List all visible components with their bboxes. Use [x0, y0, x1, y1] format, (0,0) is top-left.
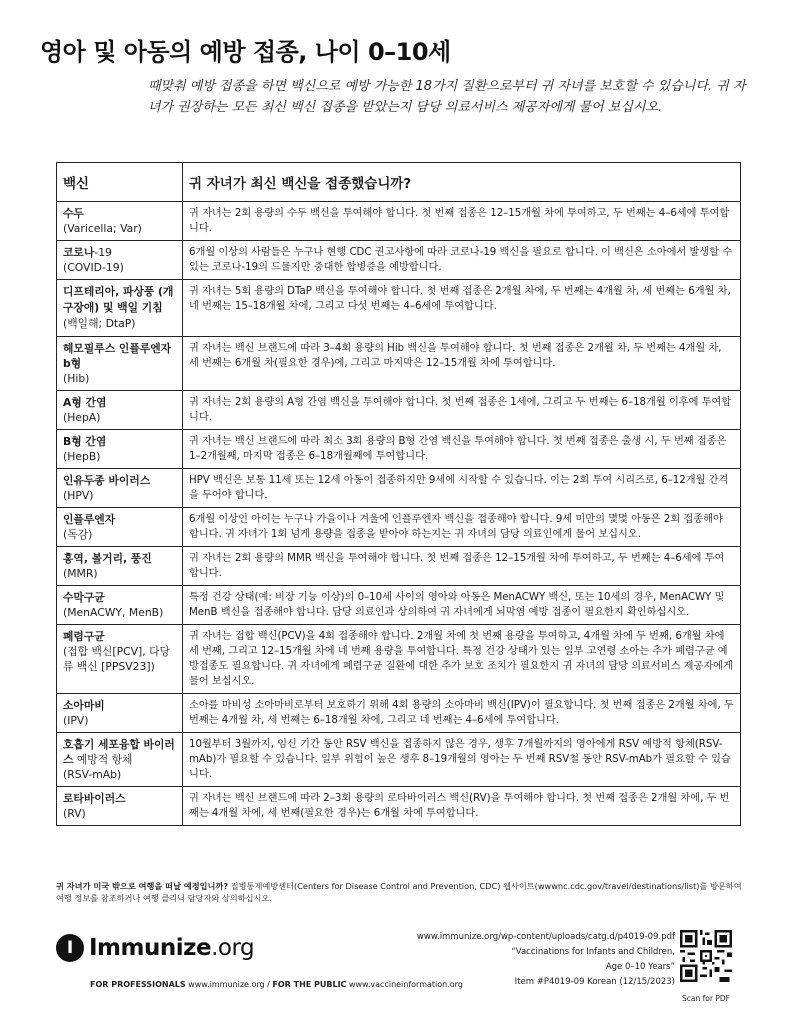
vaccine-abbrev: (MMR) — [63, 567, 98, 580]
vaccine-description: 소아를 마비성 소아마비로부터 보호하기 위해 4회 용량의 소아마비 백신(IPV)이 필요합니다. 첫 번째 접종은 2개월 차에, 두 번째는 4개월 차, 세 번째는 6–18개월 차에, 그리고 네 번째는 4–6세에 투여합니다. — [183, 694, 741, 733]
vaccine-abbrev: (HepB) — [63, 450, 101, 463]
vaccine-description: 귀 자녀는 2회 용량의 MMR 백신을 투여해야 합니다. 첫 번째 접종은 12–15개월 차에 투여하고, 두 번째는 4–6세에 투여합니다. — [183, 547, 741, 586]
table-row — [57, 787, 741, 826]
document-reference — [417, 930, 675, 990]
table-row — [57, 547, 741, 586]
column-header-vaccine: 백신 — [57, 163, 183, 202]
vaccine-cell — [57, 586, 183, 625]
logo-tld: .org — [211, 935, 255, 961]
vaccine-name: 인유두종 바이러스 — [63, 474, 151, 487]
for-public-label: FOR THE PUBLIC — [272, 980, 347, 989]
table-row — [57, 430, 741, 469]
vaccine-abbrev: (MenACWY, MenB) — [63, 606, 164, 619]
vaccine-cell — [57, 280, 183, 337]
vaccine-name-wrap — [63, 737, 176, 767]
travel-text: 질병통제예방센터(Centers for Disease Control and Prevention, CDC) 웹사이트(wwwnc.cdc.gov/travel/destinations/list)를 방문하여 여행 정보를 참조하거나 여행 클리닉 담당자와 상의하십시오. — [56, 881, 742, 903]
travel-question: 귀 자녀가 미국 밖으로 여행을 떠날 예정입니까? — [56, 881, 229, 891]
vaccine-name-wrap — [63, 245, 176, 260]
vaccine-name: 소아마비 — [63, 699, 105, 712]
vaccine-name: 헤모필루스 인플루엔자 b형 — [63, 342, 172, 370]
reference-title-line2: Age 0–10 Years” — [605, 962, 675, 972]
vaccine-abbrev: (COVID-19) — [63, 261, 124, 274]
vaccine-description: 특정 건강 상태(예: 비장 기능 이상)의 0–10세 사이의 영아와 아동은 MenACWY 백신, 또는 10세의 경우, MenACWY 및 MenB 백신을 접종해야 합니다. 담당 의료인과 상의하여 귀 자녀에게 뇌막염 예방 접종이 필요한지 확인하십시오. — [183, 586, 741, 625]
vaccine-description: 6개월 이상의 사람들은 누구나 현행 CDC 권고사항에 따라 코로나-19 백신을 필요로 합니다. 이 백신은 소아에서 발생할 수 있는 코로나-19의 드물지만 중대한 합병증을 예방합니다. — [183, 241, 741, 280]
for-professionals-label: FOR PROFESSIONALS — [90, 980, 186, 989]
vaccine-description: 귀 자녀는 접합 백신(PCV)을 4회 접종해야 합니다. 2개월 차에 첫 번째 용량을 투여하고, 4개월 차에 두 번째, 6개월 차에 세 번째, 그리고 12–15개월 차에 네 번째 용량을 투여합니다. 특정 건강 상태가 있는 일부 고연령 소아는 추가 폐렴구균 예방접종도 필요합니다. 귀 자녀에게 폐렴구균 질환에 대한 추가 보호 조치가 필요한지 귀 자녀의 담당 의료서비스 제공자에게 물어 보십시오. — [183, 625, 741, 694]
for-professionals-link[interactable]: www.immunize.org — [188, 980, 265, 989]
immunize-logo-icon: I — [56, 934, 84, 962]
vaccine-name: 홍역, 볼거리, 풍진 — [63, 552, 152, 565]
vaccine-cell — [57, 430, 183, 469]
vaccine-name: 폐렴구균 — [63, 630, 105, 643]
vaccine-cell — [57, 694, 183, 733]
immunize-logo[interactable] — [56, 934, 254, 962]
for-public-link[interactable]: www.vaccineinformation.org — [348, 980, 463, 989]
vaccine-description: 귀 자녀는 백신 브랜드에 따라 최소 3회 용량의 B형 간염 백신을 투여해야 합니다. 첫 번째 접종은 출생 시, 두 번째 접종은 1–2개월째, 마지막 접종은 6–18개월째에 투여합니다. — [183, 430, 741, 469]
table-row — [57, 391, 741, 430]
table-row — [57, 469, 741, 508]
vaccine-description: 귀 자녀는 2회 용량의 A형 간염 백신을 투여해야 합니다. 첫 번째 접종은 1세에, 그리고 두 번째는 6–18개월 이후에 투여합니다. — [183, 391, 741, 430]
vaccine-description: HPV 백신은 보통 11세 또는 12세 아동이 접종하지만 9세에 시작할 수 있습니다. 이는 2회 투여 시리즈로, 6–12개월 간격을 두어야 합니다. — [183, 469, 741, 508]
vaccine-cell — [57, 469, 183, 508]
vaccine-name: B형 간염 — [63, 435, 107, 448]
vaccine-description: 귀 자녀는 백신 브랜드에 따라 2–3회 용량의 로타바이러스 백신(RV)을 투여해야 합니다. 첫 번째 접종은 2개월 차에, 두 번째는 4개월 차에, 세 번째(필요한 경우)는 6개월 차에 투여합니다. — [183, 787, 741, 826]
table-row — [57, 241, 741, 280]
table-row — [57, 694, 741, 733]
vaccine-description: 10월부터 3월까지, 임신 기간 동안 RSV 백신을 접종하지 않은 경우, 생후 7개월까지의 영아에게 RSV 예방적 항체(RSV-mAb)가 필요할 수 있습니다. 일부 위험이 높은 생후 8–19개월의 영아는 두 번째 RSV철 동안 RSV-mAb가 필요할 수 있습니다. — [183, 733, 741, 787]
vaccine-name: A형 간염 — [63, 396, 107, 409]
link-separator: / — [267, 980, 270, 989]
vaccine-name: 로타바이러스 — [63, 792, 126, 805]
vaccine-cell — [57, 202, 183, 241]
reference-url[interactable]: www.immunize.org/wp-content/uploads/catg.d/p4019-09.pdf — [416, 932, 675, 942]
logo-name: Immunize — [89, 935, 212, 961]
table-row — [57, 508, 741, 547]
table-row — [57, 202, 741, 241]
vaccine-table — [56, 162, 741, 826]
vaccine-cell — [57, 787, 183, 826]
table-row — [57, 625, 741, 694]
reference-item-number: Item #P4019-09 Korean (12/15/2023) — [514, 977, 675, 987]
column-header-status: 귀 자녀가 최신 백신을 접종했습니까? — [183, 163, 741, 202]
travel-note — [56, 880, 746, 904]
vaccine-cell — [57, 508, 183, 547]
table-row — [57, 733, 741, 787]
intro-text: 때맞춰 예방 접종을 하면 백신으로 예방 가능한 18가지 질환으로부터 귀 자녀를 보호할 수 있습니다. 귀 자녀가 권장하는 모든 최신 백신 접종을 받았는지 담당 의료서비스 제공자에게 물어 보십시오. — [148, 79, 746, 115]
vaccine-cell — [57, 547, 183, 586]
scan-for-pdf-label: Scan for PDF — [682, 994, 730, 1003]
vaccine-name: 인플루엔자 — [63, 513, 116, 526]
vaccine-abbrev: (RV) — [63, 807, 86, 820]
qr-code-icon[interactable] — [680, 930, 732, 982]
vaccine-abbrev: (RSV-mAb) — [63, 768, 122, 781]
vaccine-abbrev: (IPV) — [63, 714, 89, 727]
vaccine-name: 코로나 — [63, 246, 95, 259]
table-row — [57, 280, 741, 337]
table-header-row — [57, 163, 741, 202]
vaccine-name-suffix: 예방적 항체 — [73, 753, 133, 766]
vaccine-abbrev: (HPV) — [63, 489, 94, 502]
vaccine-name: 수두 — [63, 207, 84, 220]
vaccine-description: 귀 자녀는 5회 용량의 DTaP 백신을 투여해야 합니다. 첫 번째 접종은 2개월 차에, 두 번째는 4개월 차, 세 번째는 6개월 차, 네 번째는 15–18개월 차에, 그리고 다섯 번째는 4–6세에 투여합니다. — [183, 280, 741, 337]
vaccine-abbrev: (독감) — [63, 528, 93, 541]
vaccine-abbrev: (백일해; DtaP) — [63, 317, 136, 330]
vaccine-description: 귀 자녀는 2회 용량의 수두 백신을 투여해야 합니다. 첫 번째 접종은 12–15개월 차에 투여하고, 두 번째는 4–6세에 투여합니다. — [183, 202, 741, 241]
vaccine-cell — [57, 391, 183, 430]
reference-title-line1: “Vaccinations for Infants and Children, — [511, 947, 675, 957]
vaccine-description: 귀 자녀는 백신 브랜드에 따라 3–4회 용량의 Hib 백신을 투여해야 합니다. 첫 번째 접종은 2개월 차, 두 번째는 4개월 차, 세 번째는 6개월 차(필요한 경우)에, 그리고 마지막은 12–15개월 차에 투여합니다. — [183, 337, 741, 391]
vaccine-name: 호흡기 세포융합 바이러스 — [63, 738, 175, 766]
vaccine-cell — [57, 733, 183, 787]
vaccine-name: 수막구균 — [63, 591, 105, 604]
footer-links — [90, 980, 463, 989]
vaccine-cell — [57, 241, 183, 280]
vaccine-abbrev: (접합 백신[PCV], 다당류 백신 [PPSV23]) — [63, 645, 170, 673]
vaccine-abbrev: (HepA) — [63, 411, 101, 424]
vaccine-name-suffix: -19 — [94, 246, 112, 259]
vaccine-description: 6개월 이상인 아이는 누구나 가을이나 겨울에 인플루엔자 백신을 접종해야 합니다. 9세 미만의 몇몇 아동은 2회 접종해야 합니다. 귀 자녀가 1회 넘게 용량을 접종을 받아야 하는지는 귀 자녀의 담당 의료인에게 물어 보십시오. — [183, 508, 741, 547]
table-row — [57, 337, 741, 391]
table-row — [57, 586, 741, 625]
vaccine-abbrev: (Hib) — [63, 372, 90, 385]
vaccine-cell — [57, 337, 183, 391]
vaccine-cell — [57, 625, 183, 694]
vaccine-name: 디프테리아, 파상풍 (개구장애) 및 백일 기침 — [63, 285, 174, 314]
logo-text — [89, 935, 254, 961]
page-title: 영아 및 아동의 예방 접종, 나이 0–10세 — [40, 38, 451, 66]
vaccine-abbrev: (Varicella; Var) — [63, 222, 142, 235]
